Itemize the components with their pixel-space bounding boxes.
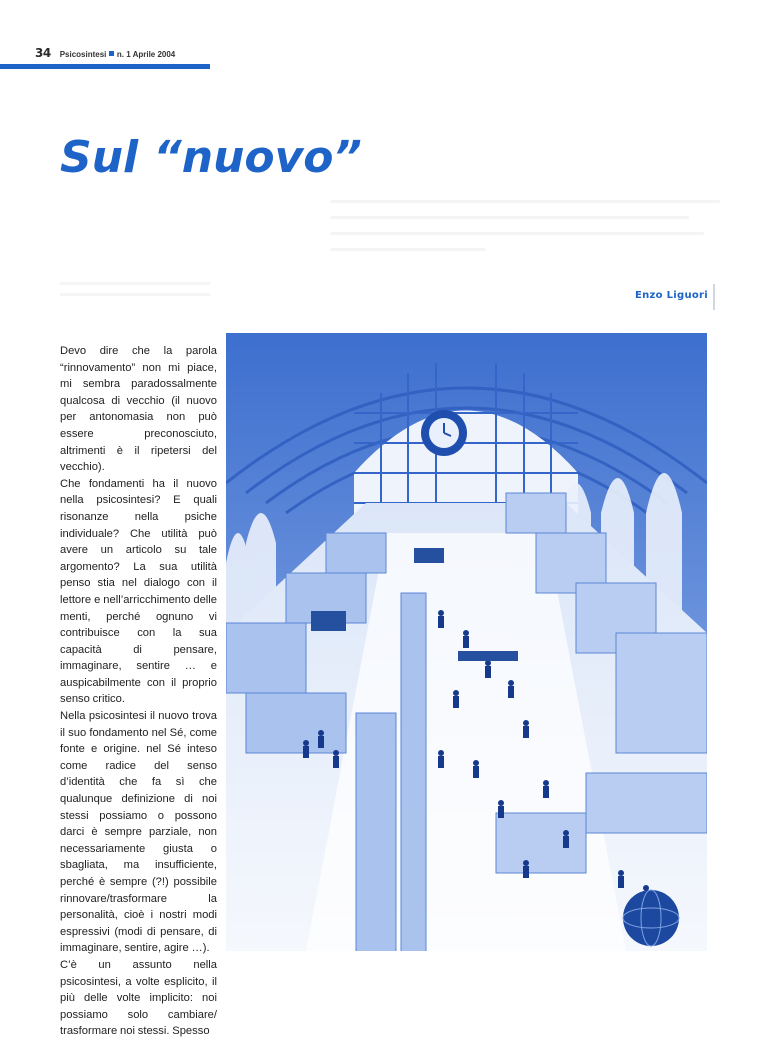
square-bullet-icon [109,51,114,56]
issue-label: n. 1 Aprile 2004 [116,50,176,59]
show-through-caption [60,282,210,304]
author-rule [713,284,715,310]
magazine-title: Psicosintesi [59,50,107,59]
paragraph: Devo dire che la parola “rinnovamento” non mi piace, mi sembra paradossalmente qualcosa di vecchio (il nuovo per antonomasia non può essere preconosciuto, altrimenti è il ripetersi del vecchio). [60,345,217,474]
show-through-text [330,200,720,264]
photo-illustration [226,333,707,951]
header-rule [0,64,210,69]
paragraph: C’è un assunto nella psicosintesi, a volte esplicito, il più delle volte implicito: noi possiamo solo cambiare/ trasformare noi stessi. Spesso [60,958,217,1038]
museum-hall-photo [226,333,707,951]
magazine-name [60,50,176,59]
paragraph: Che fondamenti ha il nuovo nella psicosintesi? E quali risonanze nella psiche individuale? Che utilità può avere un articolo su tale argomento? La sua utilità penso stia nel dialogo con il lettore e nell’arricchimento delle menti, perché ognuno vi contribuisce con la sua capacità di pensare, immaginare, sentire … e auspicabilmente con il proprio senso critico. [60,477,217,706]
article-title: Sul “nuovo” [60,132,362,184]
page-number: 34 [35,46,51,60]
article-author: Enzo Liguori [634,290,708,301]
running-header [35,46,175,62]
article-body [60,343,217,1040]
paragraph: Nella psicosintesi il nuovo trova il suo fondamento nel Sé, come fonte e origine. nel Sé inteso come radice del senso d’identità che fa sì che qualunque definizione di noi stessi possiamo o possono darci è sempre parziale, non necessariamente giusta o sbagliata, ma insufficiente, perché è sempre (?!) possibile rinnovare/trasformare la personalità, cioè i nostri modi espressivi (modi di pensare, di immaginare, sentire, agire …). [60,710,217,955]
